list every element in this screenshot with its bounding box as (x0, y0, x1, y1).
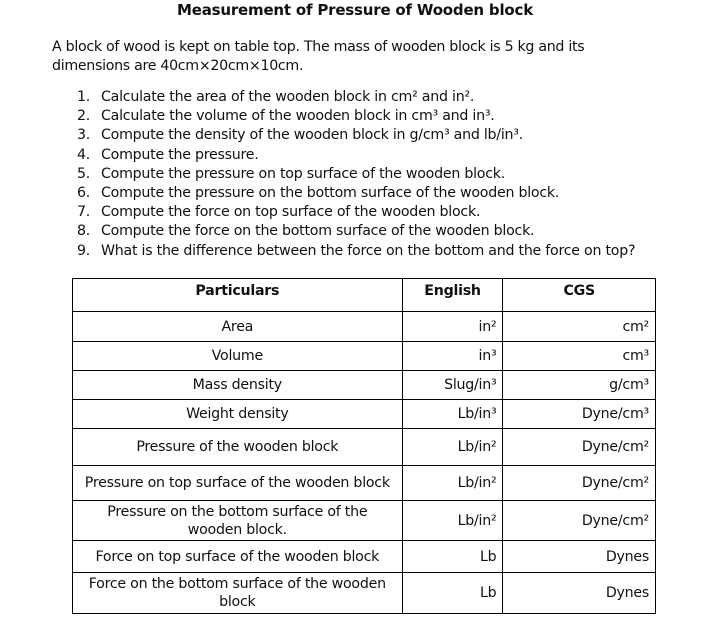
table-row (73, 541, 656, 573)
question-number: 3. (77, 127, 91, 144)
question-text: Compute the force on the bottom surface of the wooden block. (101, 223, 535, 240)
list-item (77, 146, 635, 165)
question-text: What is the difference between the force on the bottom and the force on top? (101, 242, 636, 259)
question-number: 5. (77, 165, 91, 182)
question-number: 7. (77, 204, 91, 221)
table-row (73, 466, 656, 501)
list-item (77, 242, 635, 261)
list-item (77, 203, 635, 222)
question-number: 2. (77, 108, 91, 125)
header-english: English (402, 279, 503, 312)
table-row (73, 371, 656, 400)
english-unit-cell: in³ (402, 342, 503, 371)
header-particulars: Particulars (73, 279, 403, 312)
list-item (77, 126, 635, 145)
table-row (73, 400, 656, 429)
english-unit-cell: in² (402, 312, 503, 342)
cgs-unit-cell: Dyne/cm² (503, 466, 656, 501)
cgs-unit-cell: Dynes (503, 573, 656, 614)
cgs-unit-cell: cm² (503, 312, 656, 342)
english-unit-cell: Lb (402, 573, 503, 614)
header-cgs: CGS (503, 279, 656, 312)
particular-cell: Force on top surface of the wooden block (73, 541, 403, 573)
particular-cell: Area (73, 312, 403, 342)
table-row (73, 573, 656, 614)
intro-paragraph: A block of wood is kept on table top. The mass of wooden block is 5 kg and its dimensions are 40cm×20cm×10cm. (52, 39, 585, 74)
cgs-unit-cell: g/cm³ (503, 371, 656, 400)
table-row (73, 312, 656, 342)
question-number: 4. (77, 146, 91, 163)
cgs-unit-cell: Dyne/cm³ (503, 400, 656, 429)
question-text: Compute the pressure on top surface of the wooden block. (101, 165, 506, 182)
cgs-unit-cell: Dyne/cm² (503, 429, 656, 466)
english-unit-cell: Lb/in² (402, 501, 503, 541)
page-title: Measurement of Pressure of Wooden block (177, 1, 533, 19)
units-table (72, 278, 656, 614)
particular-cell: Mass density (73, 371, 403, 400)
list-item (77, 165, 635, 184)
english-unit-cell: Lb/in² (402, 429, 503, 466)
cgs-unit-cell: Dyne/cm² (503, 501, 656, 541)
question-text: Calculate the area of the wooden block in cm² and in². (101, 89, 475, 105)
table-row (73, 501, 656, 541)
table-row (73, 342, 656, 371)
particular-cell: Force on the bottom surface of the wooden block (73, 573, 403, 614)
table-row (73, 429, 656, 466)
list-item (77, 88, 635, 107)
question-number: 1. (77, 89, 91, 105)
question-text: Compute the pressure. (101, 146, 259, 163)
english-unit-cell: Lb/in³ (402, 400, 503, 429)
cgs-unit-cell: Dynes (503, 541, 656, 573)
list-item (77, 184, 635, 203)
english-unit-cell: Lb/in² (402, 466, 503, 501)
particular-cell: Volume (73, 342, 403, 371)
question-number: 9. (77, 242, 91, 259)
english-unit-cell: Slug/in³ (402, 371, 503, 400)
cgs-unit-cell: cm³ (503, 342, 656, 371)
particular-cell: Pressure of the wooden block (73, 429, 403, 466)
list-item (77, 222, 635, 241)
question-number: 8. (77, 223, 91, 240)
particular-cell: Pressure on top surface of the wooden block (73, 466, 403, 501)
list-item (77, 107, 635, 126)
english-unit-cell: Lb (402, 541, 503, 573)
question-list (77, 88, 635, 261)
question-number: 6. (77, 185, 91, 202)
question-text: Compute the pressure on the bottom surface of the wooden block. (101, 185, 560, 202)
particular-cell: Pressure on the bottom surface of the wooden block. (73, 501, 403, 541)
question-text: Calculate the volume of the wooden block in cm³ and in³. (101, 108, 495, 125)
particular-cell: Weight density (73, 400, 403, 429)
question-text: Compute the force on top surface of the wooden block. (101, 204, 481, 221)
table-header-row (73, 279, 656, 312)
question-text: Compute the density of the wooden block in g/cm³ and lb/in³. (101, 127, 523, 144)
